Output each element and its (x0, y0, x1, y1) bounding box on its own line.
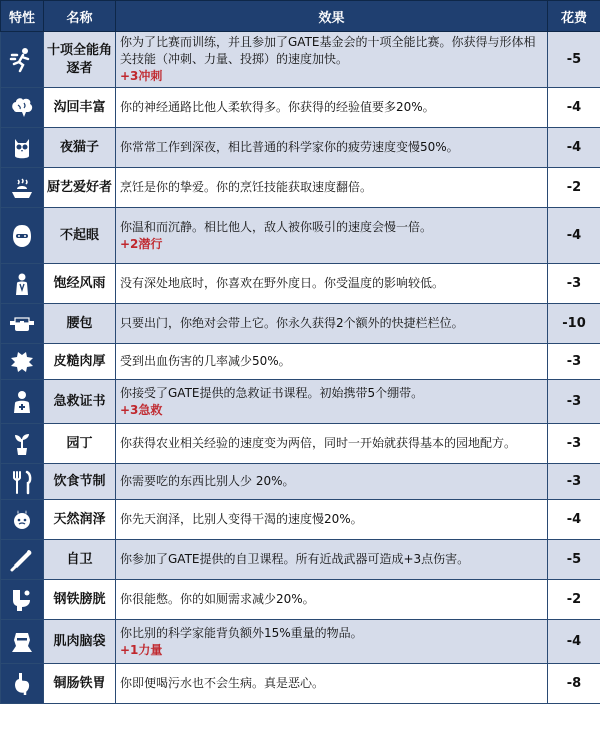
trait-cost: -8 (548, 664, 600, 704)
table-row (1, 580, 600, 620)
trait-cost: -4 (548, 128, 600, 168)
trait-cost: -2 (548, 580, 600, 620)
hooded-head-icon (1, 208, 44, 264)
header-cost: 花费 (548, 1, 600, 32)
effect-bonus: +3急救 (120, 402, 163, 417)
trait-effect (116, 264, 548, 304)
trait-name: 急救证书 (44, 380, 116, 424)
trait-name: 肌肉脑袋 (44, 620, 116, 664)
belt-pouch-icon (1, 304, 44, 344)
effect-text: 你即便喝污水也不会生病。真是恶心。 (120, 676, 325, 690)
trait-name: 饮食节制 (44, 464, 116, 500)
effect-text: 没有深处地底时，你喜欢在野外度日。你受温度的影响较低。 (120, 276, 445, 290)
table-row (1, 540, 600, 580)
table-row (1, 304, 600, 344)
table-row (1, 464, 600, 500)
effect-bonus: +1力量 (120, 642, 163, 657)
table-row (1, 380, 600, 424)
effect-bonus: +3冲刺 (120, 69, 163, 83)
table-row (1, 128, 600, 168)
trait-cost: -3 (548, 464, 600, 500)
trait-effect (116, 464, 548, 500)
water-drop-face-icon (1, 500, 44, 540)
trait-name: 钢铁膀胱 (44, 580, 116, 620)
table-row (1, 88, 600, 128)
trait-name: 不起眼 (44, 208, 116, 264)
header-trait: 特性 (1, 1, 44, 32)
trait-effect (116, 32, 548, 88)
effect-text: 你参加了GATE提供的自卫课程。所有近战武器可造成+3点伤害。 (120, 552, 470, 566)
trait-cost: -3 (548, 344, 600, 380)
trait-cost: -5 (548, 32, 600, 88)
effect-text: 你为了比赛而训练，并且参加了GATE基金会的十项全能比赛。你获得与形体相关技能（冲刺、力量、投掷）的速度加快。 (120, 35, 536, 66)
table-row (1, 32, 600, 88)
muscle-head-icon (1, 620, 44, 664)
trait-cost: -4 (548, 620, 600, 664)
medic-icon (1, 380, 44, 424)
trait-cost: -3 (548, 264, 600, 304)
hide-icon (1, 344, 44, 380)
table-row (1, 168, 600, 208)
trait-name: 自卫 (44, 540, 116, 580)
trait-effect (116, 380, 548, 424)
trait-cost: -4 (548, 500, 600, 540)
toilet-icon (1, 580, 44, 620)
effect-text: 你获得农业相关经验的速度变为两倍，同时一开始就获得基本的园地配方。 (120, 436, 517, 450)
trait-effect (116, 304, 548, 344)
effect-text: 只要出门，你绝对会带上它。你永久获得2个额外的快捷栏栏位。 (120, 316, 464, 330)
trait-effect (116, 128, 548, 168)
effect-bonus: +2潜行 (120, 236, 163, 251)
table-row (1, 620, 600, 664)
fork-knife-icon (1, 464, 44, 500)
trait-effect (116, 540, 548, 580)
cooking-icon (1, 168, 44, 208)
effect-text: 你很能憋。你的如厕需求减少20%。 (120, 592, 315, 606)
table-row (1, 344, 600, 380)
trait-name: 沟回丰富 (44, 88, 116, 128)
stomach-icon (1, 664, 44, 704)
effect-text: 你的神经通路比他人柔软得多。你获得的经验值要多20%。 (120, 100, 435, 114)
trait-cost: -5 (548, 540, 600, 580)
trait-name: 天然润泽 (44, 500, 116, 540)
sprinter-icon (1, 32, 44, 88)
trait-cost: -4 (548, 88, 600, 128)
effect-text: 你需要吃的东西比别人少 20%。 (120, 474, 295, 488)
table-row (1, 424, 600, 464)
person-weather-icon (1, 264, 44, 304)
trait-cost: -2 (548, 168, 600, 208)
table-row (1, 664, 600, 704)
trait-effect (116, 500, 548, 540)
trait-cost: -4 (548, 208, 600, 264)
trait-cost: -10 (548, 304, 600, 344)
effect-text: 你接受了GATE提供的急救证书课程。初始携带5个绷带。 (120, 385, 424, 400)
trait-effect (116, 580, 548, 620)
trait-name: 腰包 (44, 304, 116, 344)
effect-text: 受到出血伤害的几率减少50%。 (120, 354, 291, 368)
effect-text: 烹饪是你的挚爱。你的烹饪技能获取速度翻倍。 (120, 180, 373, 194)
trait-cost: -3 (548, 424, 600, 464)
trait-effect (116, 208, 548, 264)
trait-name: 十项全能角逐者 (44, 32, 116, 88)
table-row (1, 264, 600, 304)
trait-effect (116, 168, 548, 208)
brain-icon (1, 88, 44, 128)
trait-name: 夜猫子 (44, 128, 116, 168)
table-row (1, 500, 600, 540)
effect-text: 你温和而沉静。相比他人，敌人被你吸引的速度会慢一倍。 (120, 219, 433, 234)
bat-icon (1, 540, 44, 580)
trait-effect (116, 620, 548, 664)
trait-name: 园丁 (44, 424, 116, 464)
trait-name: 皮糙肉厚 (44, 344, 116, 380)
table-row (1, 208, 600, 264)
trait-effect (116, 424, 548, 464)
header-row (1, 1, 600, 32)
plant-icon (1, 424, 44, 464)
trait-effect (116, 664, 548, 704)
effect-text: 你比别的科学家能背负额外15%重量的物品。 (120, 625, 363, 640)
trait-effect (116, 344, 548, 380)
owl-icon (1, 128, 44, 168)
trait-name: 厨艺爱好者 (44, 168, 116, 208)
trait-name: 铜肠铁胃 (44, 664, 116, 704)
trait-cost: -3 (548, 380, 600, 424)
trait-effect (116, 88, 548, 128)
trait-name: 饱经风雨 (44, 264, 116, 304)
header-name: 名称 (44, 1, 116, 32)
header-effect: 效果 (116, 1, 548, 32)
effect-text: 你常常工作到深夜，相比普通的科学家你的疲劳速度变慢50%。 (120, 140, 459, 154)
effect-text: 你先天润泽，比别人变得干渴的速度慢20%。 (120, 512, 363, 526)
